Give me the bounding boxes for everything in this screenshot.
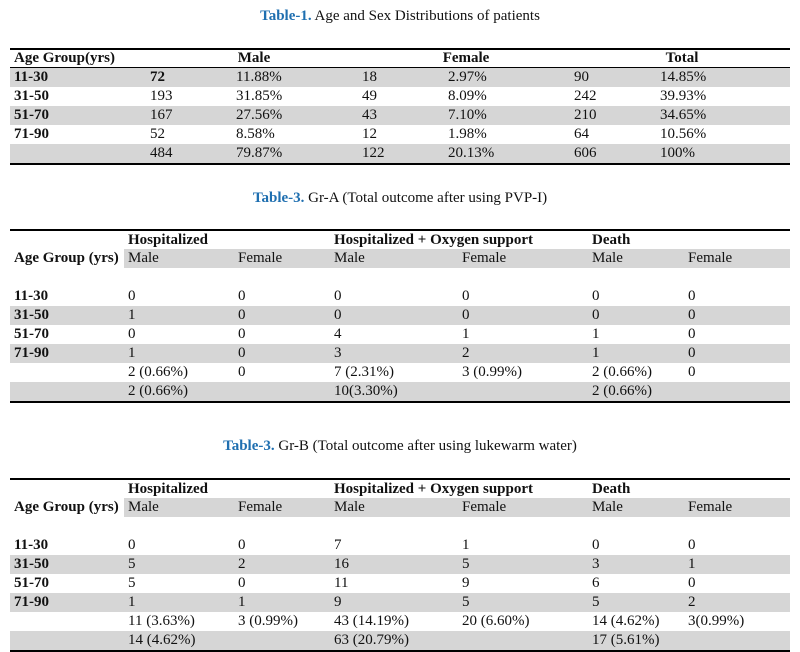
table-cell: 11-30 bbox=[10, 68, 146, 88]
table-row bbox=[10, 344, 790, 363]
table-cell: 167 bbox=[146, 106, 232, 125]
table-cell: 193 bbox=[150, 88, 173, 104]
table-cell: 0 bbox=[588, 306, 684, 325]
table2-spacer-row bbox=[10, 268, 790, 287]
table-cell: 64 bbox=[574, 126, 590, 142]
table-cell: 0 bbox=[238, 575, 246, 591]
table-cell: 71-90 bbox=[10, 344, 124, 363]
table2-header-hosp-oxygen: Hospitalized + Oxygen support bbox=[330, 230, 588, 249]
table1-header-row bbox=[10, 49, 790, 68]
table3-subheader-row bbox=[10, 498, 790, 517]
table-cell: 0 bbox=[688, 288, 696, 304]
table-cell: 1 bbox=[592, 326, 600, 342]
table-cell bbox=[10, 144, 146, 164]
table2-subheader-cell: Female bbox=[234, 249, 330, 268]
table-cell: 1 bbox=[234, 593, 330, 612]
table1-total-row bbox=[10, 144, 790, 164]
table2-caption-label: Table-3. bbox=[252, 190, 305, 206]
table-cell: 100% bbox=[656, 144, 790, 164]
table-cell: 34.65% bbox=[656, 106, 790, 125]
table-cell: 9 bbox=[462, 575, 470, 591]
table3-subheader-cell: Female bbox=[684, 498, 790, 517]
table-cell: 11 (3.63%) bbox=[128, 613, 195, 629]
table-cell: 11 bbox=[334, 575, 349, 591]
table1-caption-text: Age and Sex Distributions of patients bbox=[311, 8, 540, 24]
table-cell: 0 bbox=[238, 537, 246, 553]
table-cell: 17 (5.61%) bbox=[588, 631, 790, 651]
gr-a-outcome-table bbox=[10, 229, 790, 403]
table-row bbox=[10, 87, 790, 106]
table-cell: 14.85% bbox=[656, 68, 790, 88]
table-cell: 0 bbox=[688, 537, 696, 553]
table2-caption-text: Gr-A (Total outcome after using PVP-I) bbox=[304, 190, 548, 206]
table3-subheader-cell: Female bbox=[458, 498, 588, 517]
table-cell: 27.56% bbox=[232, 106, 358, 125]
table-cell: 0 bbox=[234, 306, 330, 325]
table-cell: 39.93% bbox=[660, 88, 707, 104]
table3-caption bbox=[0, 438, 800, 455]
table3-subtotal-row bbox=[10, 612, 790, 631]
table1-header-female: Female bbox=[442, 50, 490, 66]
table-cell: 8.58% bbox=[236, 126, 275, 142]
table-row bbox=[10, 306, 790, 325]
table-cell: 0 bbox=[128, 537, 136, 553]
table-cell: 0 bbox=[458, 306, 588, 325]
table-cell: 1 bbox=[462, 326, 470, 342]
table2-header-age-group: Age Group (yrs) bbox=[14, 250, 119, 266]
table-cell: 122 bbox=[358, 144, 444, 164]
table-row bbox=[10, 68, 790, 88]
table-cell: 1 bbox=[124, 344, 234, 363]
table3-spacer-row bbox=[10, 517, 790, 536]
table3-header-death: Death bbox=[588, 479, 790, 498]
table1-header-male: Male bbox=[237, 50, 271, 66]
table-row bbox=[10, 574, 790, 593]
table-cell: 31-50 bbox=[10, 306, 124, 325]
table-cell: 5 bbox=[124, 555, 234, 574]
table-cell: 11.88% bbox=[232, 68, 358, 88]
table-cell: 0 bbox=[684, 306, 790, 325]
table-cell: 1 bbox=[588, 344, 684, 363]
table2-subheader-cell: Male bbox=[124, 249, 234, 268]
table-cell: 52 bbox=[150, 126, 165, 142]
table-cell: 1 bbox=[124, 306, 234, 325]
table-cell: 0 bbox=[128, 288, 136, 304]
table3-subheader-cell: Male bbox=[124, 498, 234, 517]
table2-caption bbox=[0, 190, 800, 207]
table-cell: 49 bbox=[362, 88, 378, 104]
table-cell: 0 bbox=[684, 344, 790, 363]
table-cell: 31.85% bbox=[236, 88, 283, 104]
table2-subheader-cell: Male bbox=[588, 249, 684, 268]
table-cell: 20.13% bbox=[444, 144, 570, 164]
table-cell: 1 bbox=[462, 537, 470, 553]
table-cell: 0 bbox=[238, 288, 246, 304]
table-cell: 3 bbox=[588, 555, 684, 574]
table-cell: 7 bbox=[334, 537, 342, 553]
table-cell: 3 (0.99%) bbox=[238, 613, 298, 629]
table-cell: 51-70 bbox=[14, 326, 49, 342]
table-cell: 5 bbox=[128, 575, 136, 591]
table-cell: 63 (20.79%) bbox=[330, 631, 588, 651]
table-row bbox=[10, 106, 790, 125]
table-cell: 0 bbox=[234, 344, 330, 363]
table2-total-row bbox=[10, 382, 790, 402]
table3-total-row bbox=[10, 631, 790, 651]
table-row bbox=[10, 325, 790, 344]
table-cell: 0 bbox=[688, 364, 696, 380]
table2-subheader-row bbox=[10, 249, 790, 268]
table-cell: 210 bbox=[570, 106, 656, 125]
table-cell: 2 (0.66%) bbox=[124, 382, 330, 402]
table-cell: 6 bbox=[592, 575, 600, 591]
table-cell: 90 bbox=[570, 68, 656, 88]
table-cell: 7 (2.31%) bbox=[334, 364, 395, 380]
table-row bbox=[10, 536, 790, 555]
table-cell: 2 bbox=[234, 555, 330, 574]
table-cell: 5 bbox=[458, 593, 588, 612]
table-cell: 71-90 bbox=[10, 593, 124, 612]
table3-caption-text: Gr-B (Total outcome after using lukewarm water) bbox=[274, 438, 577, 454]
table-cell: 1.98% bbox=[448, 126, 487, 142]
table3-subheader-cell: Male bbox=[330, 498, 458, 517]
table-cell: 0 bbox=[462, 288, 470, 304]
table-cell: 43 (14.19%) bbox=[334, 613, 410, 629]
table3-caption-label: Table-3. bbox=[223, 438, 275, 454]
table-cell: 5 bbox=[588, 593, 684, 612]
table-cell: 0 bbox=[592, 288, 600, 304]
table-cell: 31-50 bbox=[10, 555, 124, 574]
table-cell: 3 bbox=[330, 344, 458, 363]
table1-caption bbox=[0, 8, 800, 25]
table-cell: 2 (0.66%) bbox=[592, 364, 653, 380]
table-cell: 0 bbox=[238, 364, 246, 380]
table2-header-death: Death bbox=[588, 230, 790, 249]
table-cell: 10(3.30%) bbox=[330, 382, 588, 402]
table2-group-header-row bbox=[10, 230, 790, 249]
table-cell: 0 bbox=[688, 575, 696, 591]
table-cell: 8.09% bbox=[448, 88, 487, 104]
table1-header-age-group: Age Group(yrs) bbox=[14, 50, 115, 66]
table-cell: 5 bbox=[458, 555, 588, 574]
table-cell: 242 bbox=[574, 88, 597, 104]
table-cell: 2 bbox=[458, 344, 588, 363]
table-cell: 1 bbox=[124, 593, 234, 612]
table-cell: 11-30 bbox=[14, 288, 49, 304]
table-cell: 2.97% bbox=[444, 68, 570, 88]
table-cell: 0 bbox=[128, 326, 136, 342]
table-cell: 9 bbox=[330, 593, 458, 612]
table2-subtotal-row bbox=[10, 363, 790, 382]
table-cell: 71-90 bbox=[14, 126, 49, 142]
table-cell: 43 bbox=[358, 106, 444, 125]
table-row bbox=[10, 555, 790, 574]
gr-b-outcome-table bbox=[10, 478, 790, 652]
table-cell: 3(0.99%) bbox=[688, 613, 745, 629]
table-row bbox=[10, 593, 790, 612]
table1-caption-label: Table-1. bbox=[260, 8, 312, 24]
table-cell: 2 (0.66%) bbox=[588, 382, 790, 402]
table-cell: 51-70 bbox=[10, 106, 146, 125]
table-cell: 14 (4.62%) bbox=[592, 613, 660, 629]
table-cell: 16 bbox=[330, 555, 458, 574]
table-cell: 12 bbox=[362, 126, 378, 142]
table-cell: 2 (0.66%) bbox=[128, 364, 188, 380]
table-cell: 11-30 bbox=[14, 537, 49, 553]
table-cell: 72 bbox=[146, 68, 232, 88]
table-cell: 606 bbox=[570, 144, 656, 164]
table2-header-hospitalized: Hospitalized bbox=[124, 230, 330, 249]
table-cell: 3 (0.99%) bbox=[462, 364, 523, 380]
table3-subheader-cell: Male bbox=[588, 498, 684, 517]
age-sex-table bbox=[10, 48, 790, 165]
table3-subheader-cell: Female bbox=[234, 498, 330, 517]
table-cell: 14 (4.62%) bbox=[124, 631, 330, 651]
table-cell: 2 bbox=[684, 593, 790, 612]
table3-header-hosp-oxygen: Hospitalized + Oxygen support bbox=[330, 479, 588, 498]
table-cell: 0 bbox=[592, 537, 600, 553]
table-cell: 10.56% bbox=[660, 126, 707, 142]
table-cell: 18 bbox=[358, 68, 444, 88]
table3-header-hospitalized: Hospitalized bbox=[124, 479, 330, 498]
table-cell: 7.10% bbox=[444, 106, 570, 125]
table-cell: 4 bbox=[334, 326, 342, 342]
table-cell: 484 bbox=[146, 144, 232, 164]
table-cell: 20 (6.60%) bbox=[462, 613, 530, 629]
table3-header-age-group: Age Group (yrs) bbox=[14, 499, 119, 515]
table-row bbox=[10, 125, 790, 144]
table-cell: 1 bbox=[684, 555, 790, 574]
table-cell: 51-70 bbox=[14, 575, 49, 591]
table2-subheader-cell: Female bbox=[458, 249, 588, 268]
table1-header-total: Total bbox=[665, 50, 699, 66]
table-cell: 79.87% bbox=[232, 144, 358, 164]
table-cell: 31-50 bbox=[14, 88, 49, 104]
table3-group-header-row bbox=[10, 479, 790, 498]
table-cell: 0 bbox=[688, 326, 696, 342]
table-cell: 0 bbox=[330, 306, 458, 325]
table-cell: 0 bbox=[334, 288, 342, 304]
table-row bbox=[10, 287, 790, 306]
table2-subheader-cell: Male bbox=[330, 249, 458, 268]
table2-subheader-cell: Female bbox=[684, 249, 790, 268]
table-cell: 0 bbox=[238, 326, 246, 342]
